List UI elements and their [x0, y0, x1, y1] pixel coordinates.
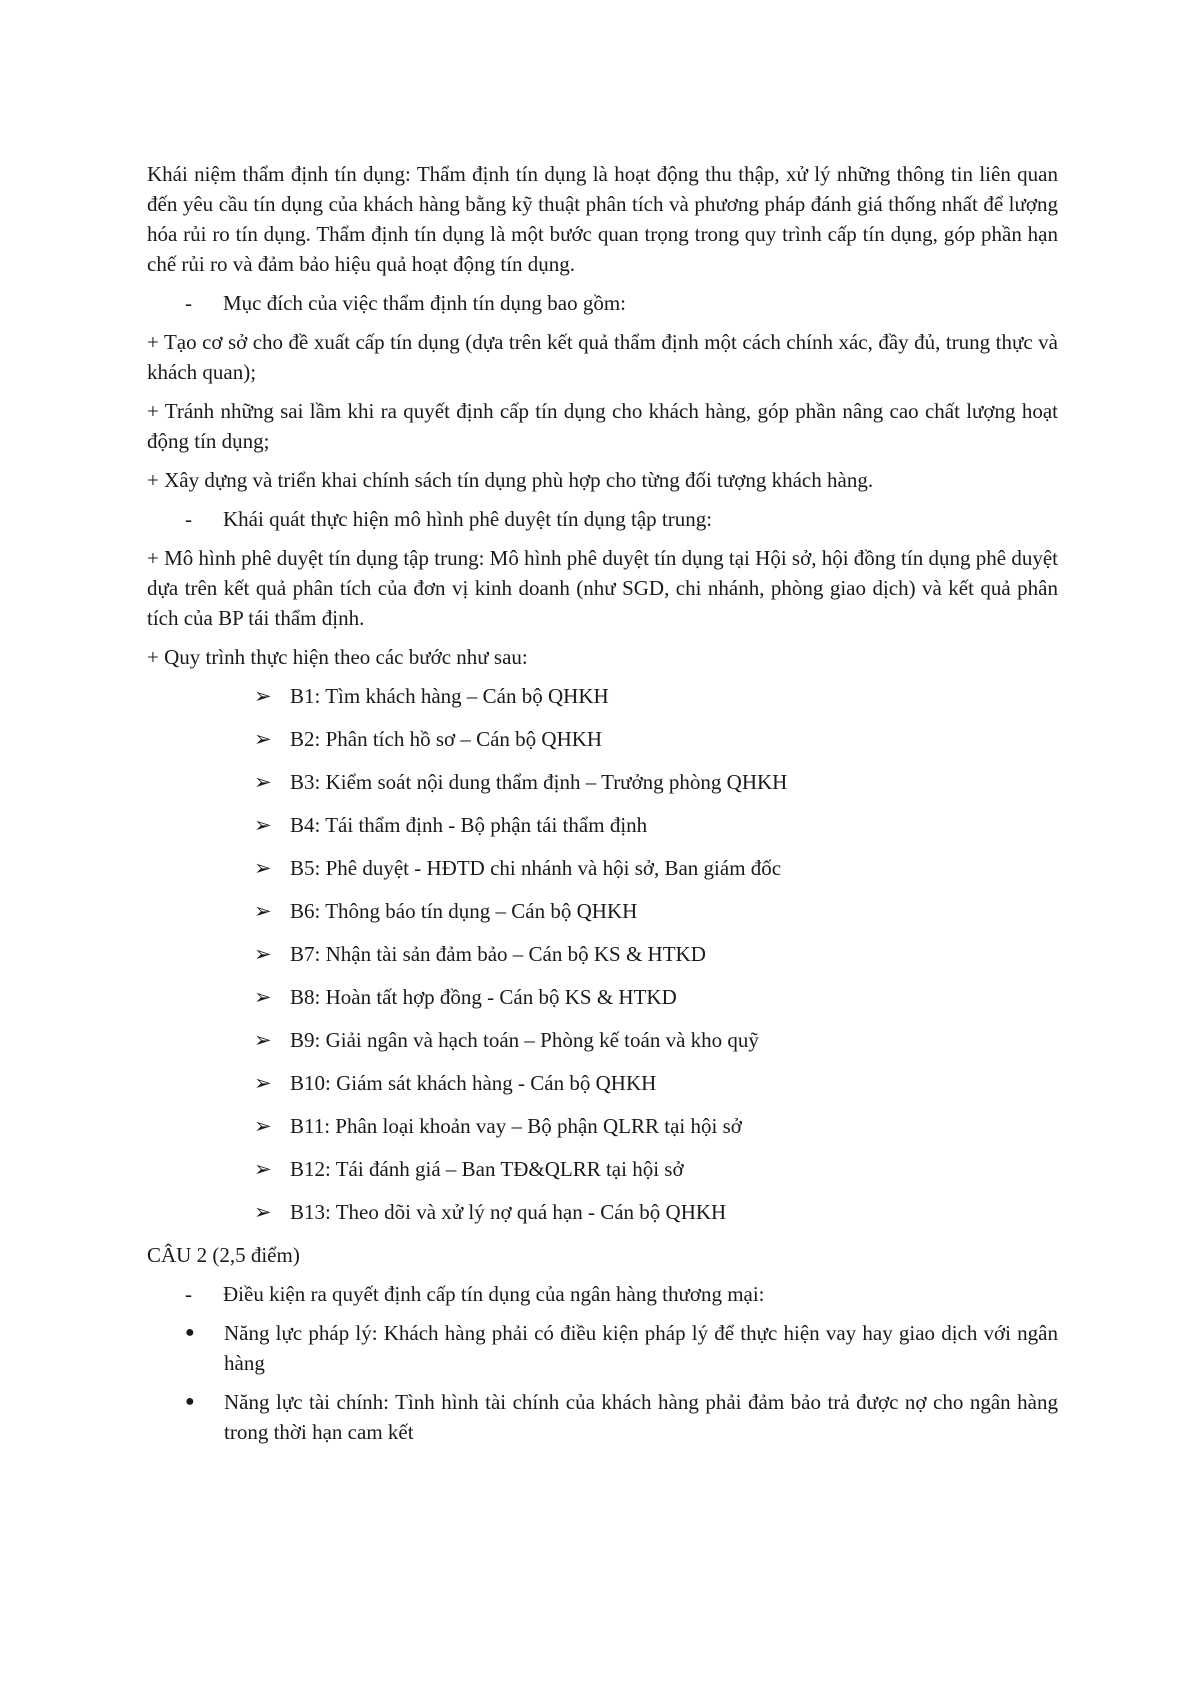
arrow-bullet-icon: ➢	[254, 813, 272, 837]
model-description: + Mô hình phê duyệt tín dụng tập trung: Mô hình phê duyệt tín dụng tại Hội sở, hội đồng tín dụng phê duyệt dựa trên kết quả phân tích của đơn vị kinh doanh (như SGD, chi nhánh, phòng giao dịch) và kết quả phân tích của BP tái thẩm định.	[147, 546, 1058, 630]
arrow-bullet-icon: ➢	[254, 1028, 272, 1052]
step-text: B12: Tái đánh giá – Ban TĐ&QLRR tại hội sở	[290, 1157, 684, 1181]
arrow-bullet-icon: ➢	[254, 1200, 272, 1224]
step-item	[147, 896, 1058, 926]
bullet-icon: ●	[185, 1324, 195, 1341]
step-text: B9: Giải ngân và hạch toán – Phòng kế toán và kho quỹ	[290, 1028, 759, 1052]
process-title: + Quy trình thực hiện theo các bước như sau:	[147, 645, 528, 669]
arrow-bullet-icon: ➢	[254, 1071, 272, 1095]
bullet-icon: ●	[185, 1393, 195, 1410]
step-item	[147, 982, 1058, 1012]
arrow-bullet-icon: ➢	[254, 899, 272, 923]
step-item	[147, 1197, 1058, 1227]
step-text: B1: Tìm khách hàng – Cán bộ QHKH	[290, 684, 609, 708]
step-item	[147, 810, 1058, 840]
process-steps	[147, 681, 1058, 1227]
arrow-bullet-icon: ➢	[254, 684, 272, 708]
purpose-heading	[147, 288, 1058, 318]
conditions-heading	[147, 1279, 1058, 1309]
step-item	[147, 724, 1058, 754]
step-text: B5: Phê duyệt - HĐTD chi nhánh và hội sở, Ban giám đốc	[290, 856, 782, 880]
dash-marker: -	[185, 291, 192, 315]
step-item	[147, 853, 1058, 883]
arrow-bullet-icon: ➢	[254, 1114, 272, 1138]
model-title: Khái quát thực hiện mô hình phê duyệt tín dụng tập trung:	[223, 507, 713, 531]
arrow-bullet-icon: ➢	[254, 985, 272, 1009]
condition-text: Năng lực tài chính: Tình hình tài chính của khách hàng phải đảm bảo trả được nợ cho ngân hàng trong thời hạn cam kết	[224, 1390, 1058, 1444]
step-item	[147, 681, 1058, 711]
arrow-bullet-icon: ➢	[254, 770, 272, 794]
model-heading	[147, 504, 1058, 534]
step-text: B8: Hoàn tất hợp đồng - Cán bộ KS & HTKD	[290, 985, 677, 1009]
step-text: B11: Phân loại khoản vay – Bộ phận QLRR tại hội sở	[290, 1114, 742, 1138]
step-text: B6: Thông báo tín dụng – Cán bộ QHKH	[290, 899, 638, 923]
step-text: B10: Giám sát khách hàng - Cán bộ QHKH	[290, 1071, 657, 1095]
step-item	[147, 1154, 1058, 1184]
purpose-item: + Tránh những sai lầm khi ra quyết định cấp tín dụng cho khách hàng, góp phần nâng cao chất lượng hoạt động tín dụng;	[147, 399, 1058, 453]
condition-item	[147, 1387, 1058, 1447]
step-text: B3: Kiểm soát nội dung thẩm định – Trưởng phòng QHKH	[290, 770, 788, 794]
intro-paragraph: Khái niệm thẩm định tín dụng: Thẩm định tín dụng là hoạt động thu thập, xử lý những thông tin liên quan đến yêu cầu tín dụng của khách hàng bằng kỹ thuật phân tích và phương pháp đánh giá thống nhất để lượng hóa rủi ro tín dụng. Thẩm định tín dụng là một bước quan trọng trong quy trình cấp tín dụng, góp phần hạn chế rủi ro và đảm bảo hiệu quả hoạt động tín dụng.	[147, 162, 1058, 276]
arrow-bullet-icon: ➢	[254, 942, 272, 966]
step-item	[147, 1025, 1058, 1055]
step-item	[147, 1111, 1058, 1141]
step-text: B13: Theo dõi và xử lý nợ quá hạn - Cán bộ QHKH	[290, 1200, 727, 1224]
purpose-item: + Xây dựng và triển khai chính sách tín dụng phù hợp cho từng đối tượng khách hàng.	[147, 468, 874, 492]
arrow-bullet-icon: ➢	[254, 1157, 272, 1181]
document-body	[147, 159, 1058, 1456]
arrow-bullet-icon: ➢	[254, 856, 272, 880]
purpose-title: Mục đích của việc thẩm định tín dụng bao gồm:	[223, 291, 626, 315]
step-item	[147, 767, 1058, 797]
arrow-bullet-icon: ➢	[254, 727, 272, 751]
condition-text: Năng lực pháp lý: Khách hàng phải có điều kiện pháp lý để thực hiện vay hay giao dịch với ngân hàng	[224, 1321, 1058, 1375]
step-text: B7: Nhận tài sản đảm bảo – Cán bộ KS & HTKD	[290, 942, 706, 966]
step-item	[147, 1068, 1058, 1098]
purpose-item: + Tạo cơ sở cho đề xuất cấp tín dụng (dựa trên kết quả thẩm định một cách chính xác, đầy đủ, trung thực và khách quan);	[147, 330, 1058, 384]
condition-item	[147, 1318, 1058, 1378]
conditions-title: Điều kiện ra quyết định cấp tín dụng của ngân hàng thương mại:	[223, 1282, 765, 1306]
step-item	[147, 939, 1058, 969]
section-2-title: CÂU 2 (2,5 điểm)	[147, 1243, 300, 1267]
step-text: B2: Phân tích hồ sơ – Cán bộ QHKH	[290, 727, 603, 751]
step-text: B4: Tái thẩm định - Bộ phận tái thẩm định	[290, 813, 648, 837]
dash-marker: -	[185, 507, 192, 531]
dash-marker: -	[185, 1282, 192, 1306]
